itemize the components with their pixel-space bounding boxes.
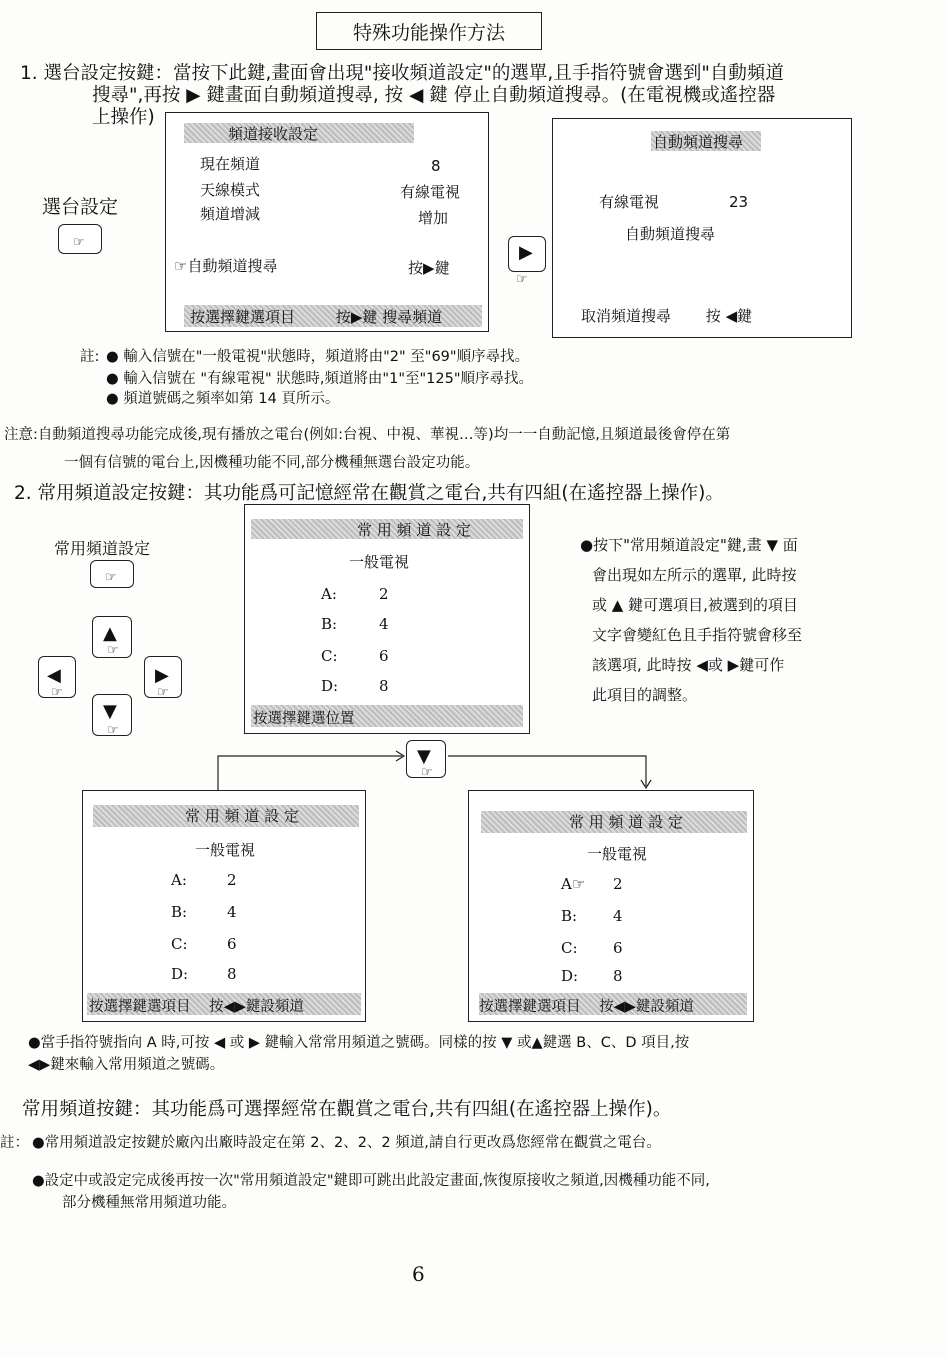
fav-left-value-d: 8	[227, 965, 237, 983]
auto-search-status: 自動頻道搜尋	[625, 225, 716, 243]
hand-icon: ☞	[105, 570, 117, 585]
antenna-mode-value: 有線電視	[400, 183, 461, 201]
fav-label-c: C:	[321, 647, 338, 665]
bottom1c: 鍵輸入常常用頻道之號碼。同樣的按	[264, 1035, 497, 1051]
screen1-title: 頻道接收設定	[228, 125, 319, 143]
channel-inc-label: 頻道增減	[200, 205, 261, 223]
fav-right-footer	[479, 995, 694, 1016]
right-arrow-icon: ▶	[186, 85, 201, 106]
current-channel-label: 現在頻道	[200, 155, 261, 173]
fav-left-value-c: 6	[227, 935, 237, 953]
hand-icon: ☞	[107, 723, 119, 738]
fav-left-value-b: 4	[227, 903, 237, 921]
fav-right-label-b: B:	[561, 907, 578, 925]
desc3a: 或	[592, 596, 608, 614]
key-text: 鍵	[434, 259, 450, 277]
fav-left-footer	[89, 995, 304, 1016]
desc1a: ●按下"常用頻道設定"鍵,畫	[580, 536, 762, 554]
fav-screen-left	[82, 790, 366, 1022]
right-arrow-icon: ▶	[519, 242, 533, 263]
flow-line-left	[218, 756, 402, 790]
fav-screen-title: 常 用 頻 道 設 定	[357, 521, 471, 539]
left-arrow-icon: ◀	[409, 85, 424, 106]
left-right-arrows-icon: ◀▶	[28, 1057, 51, 1073]
sec1-line1: 1. 選台設定按鍵：當按下此鍵,畫面會出現"接收頻道設定"的選單,且手指符號會選到"自動頻道	[20, 63, 784, 84]
left-arrow-icon: ◀	[214, 1035, 226, 1051]
bullet: ●	[106, 371, 119, 387]
caution-line1: 注意:自動頻道搜尋功能完成後,現有播放之電台(例如:台視、中視、華視…等)均一一自動記憶,且頻道最後會停在第	[4, 427, 731, 443]
footer-b: 按	[599, 999, 614, 1015]
note-prefix: 註:	[80, 349, 100, 365]
desc1b: 面	[782, 536, 798, 554]
cable-tv-label: 有線電視	[599, 193, 660, 211]
hand-icon: ☞	[516, 272, 528, 287]
fav-left-label-d: D:	[171, 965, 189, 983]
cancel-search-label: 取消頻道搜尋	[581, 307, 672, 325]
caution-line2: 一個有信號的電台上,因機種功能不同,部分機種無選台設定功能。	[64, 455, 480, 471]
sec3-note3: 部分機種無常用頻道功能。	[62, 1195, 236, 1211]
antenna-mode-label: 天線模式	[200, 181, 261, 199]
desc6: 此項目的調整。	[592, 686, 698, 704]
fav-value-d: 8	[379, 677, 389, 695]
down-arrow-icon: ▼	[766, 536, 778, 554]
fav-left-label-c: C:	[171, 935, 188, 953]
desc5a: 該選項, 此時按	[592, 656, 692, 674]
fav-right-value-a: 2	[613, 875, 623, 893]
note1-text: 輸入信號在"一般電視"狀態時，頻道將由"2" 至"69"順序尋找。	[123, 349, 530, 365]
sec2-bottom2	[28, 1054, 224, 1076]
hand-icon: ☞	[51, 685, 63, 700]
right-arrow-icon: ▶	[155, 665, 169, 686]
label-a: A	[561, 875, 572, 893]
left-arrow-icon: ◀	[696, 656, 708, 674]
fav-left-title: 常 用 頻 道 設 定	[185, 807, 299, 825]
desc5b: 或	[707, 656, 723, 674]
fav-screen-footer: 按選擇鍵選位置	[253, 711, 355, 727]
hand-icon: ☞	[73, 235, 85, 250]
fav-value-b: 4	[379, 615, 389, 633]
right-arrow-icon: ▶	[423, 259, 435, 277]
hand-icon: ☞	[421, 765, 433, 780]
sec1-line2a: 搜尋",再按	[92, 85, 181, 106]
fav-right-value-c: 6	[613, 939, 623, 957]
fav-screen-subtitle: 一般電視	[349, 553, 410, 571]
down-key-center[interactable]	[406, 740, 446, 778]
fav-value-c: 6	[379, 647, 389, 665]
fav-right-label-a	[561, 875, 585, 893]
left-arrow-icon: ◀	[725, 307, 738, 325]
fav-left-label-b: B:	[171, 903, 188, 921]
bottom1e: 鍵選 B、C、D 項目,按	[542, 1035, 690, 1051]
left-right-arrows-icon: ◀▶	[613, 999, 636, 1015]
fav-label-d: D:	[321, 677, 339, 695]
bottom1d: 或	[517, 1035, 532, 1051]
sec3-note2: ●設定中或設定完成後再按一次"常用頻道設定"鍵即可跳出此設定畫面,恢復原接收之頻道,因機種功能不同,	[32, 1173, 710, 1189]
press-text: 按	[408, 259, 424, 277]
up-arrow-icon: ▲	[611, 596, 624, 614]
hand-icon: ☞	[571, 875, 586, 893]
up-arrow-icon: ▲	[103, 623, 117, 644]
footer-b: 按	[209, 999, 224, 1015]
footer-c: 鍵 搜尋頻道	[362, 308, 443, 326]
sec3-note1: ●常用頻道設定按鍵於廠內出廠時設定在第 2、2、2、2 頻道,請自行更改爲您經常在觀賞之電台。	[32, 1135, 661, 1151]
down-arrow-icon: ▼	[501, 1035, 513, 1051]
right-arrow-icon: ▶	[248, 1035, 261, 1051]
cable-tv-channel: 23	[729, 193, 749, 211]
sec1-line3: 上操作)	[92, 107, 155, 128]
sec1-line2c: 鍵 停止自動頻道搜尋。(在電視機或遙控器	[429, 85, 776, 106]
fav-right-value-d: 8	[613, 967, 623, 985]
left-right-arrows-icon: ◀▶	[223, 999, 246, 1015]
fav-right-title: 常 用 頻 道 設 定	[569, 813, 683, 831]
desc5c: 鍵可作	[739, 656, 785, 674]
up-arrow-icon: ▲	[531, 1035, 543, 1051]
channel-inc-value: 增加	[418, 209, 449, 227]
fav-right-label-c: C:	[561, 939, 578, 957]
sec1-line2b: 鍵畫面自動頻道搜尋, 按	[206, 85, 404, 106]
bottom1b: 或	[229, 1035, 245, 1051]
desc4: 文字會變紅色且手指符號會移至	[592, 626, 803, 644]
sec3-note-prefix: 註：	[0, 1135, 29, 1151]
note2-text: 輸入信號在 "有線電視" 狀態時,頻道將由"1"至"125"順序尋找。	[123, 371, 534, 387]
hand-icon: ☞	[174, 257, 188, 275]
fav-left-label-a: A:	[171, 871, 187, 889]
hand-icon: ☞	[157, 685, 169, 700]
fav-setup-key-label: 常用頻道設定	[54, 539, 151, 558]
current-channel-value: 8	[431, 157, 441, 175]
footer-a: 按選擇鍵選項目	[190, 308, 296, 326]
flow-line-right	[448, 756, 646, 786]
right-arrow-icon: ▶	[727, 656, 740, 674]
fav-left-value-a: 2	[227, 871, 237, 889]
screen2-title: 自動頻道搜尋	[653, 133, 744, 151]
right-arrow-icon: ▶	[350, 308, 363, 326]
down-arrow-icon: ▼	[417, 746, 431, 767]
key-text: 鍵	[737, 307, 753, 325]
bottom1a: ●當手指符號指向 A 時,可按	[28, 1035, 210, 1051]
bullet: ●	[106, 349, 119, 365]
fav-label-b: B:	[321, 615, 338, 633]
auto-search-label: 自動頻道搜尋	[187, 257, 278, 275]
fav-screen-right	[468, 790, 754, 1022]
footer-c: 鍵設頻道	[635, 999, 694, 1015]
press-text: 按	[705, 307, 721, 325]
fav-right-subtitle: 一般電視	[587, 845, 648, 863]
desc3b: 鍵可選項目,被選到的項目	[628, 596, 798, 614]
down-arrow-icon: ▼	[103, 701, 117, 722]
bottom2-text: 鍵來輸入常用頻道之號碼。	[50, 1057, 225, 1073]
channel-setup-key-label: 選台設定	[42, 196, 119, 218]
sec3-heading: 常用頻道按鍵：其功能爲可選擇經常在觀賞之電台,共有四組(在遙控器上操作)。	[22, 1099, 672, 1120]
sec2-bottom1	[28, 1032, 938, 1054]
fav-right-value-b: 4	[613, 907, 623, 925]
fav-left-subtitle: 一般電視	[195, 841, 256, 859]
note3-text: 頻道號碼之頻率如第 14 頁所示。	[123, 391, 340, 407]
left-arrow-icon: ◀	[47, 665, 61, 686]
fav-label-a: A:	[321, 585, 337, 603]
page-number: 6	[412, 1262, 425, 1286]
footer-a: 按選擇鍵選項目	[89, 999, 191, 1015]
hand-icon: ☞	[107, 643, 119, 658]
footer-b: 按	[335, 308, 351, 326]
fav-right-label-d: D:	[561, 967, 579, 985]
bullet: ●	[106, 391, 119, 407]
footer-c: 鍵設頻道	[245, 999, 304, 1015]
desc2: 會出現如左所示的選單, 此時按	[592, 566, 797, 584]
page-title: 特殊功能操作方法	[316, 12, 542, 50]
sec2-heading: 2. 常用頻道設定按鍵：其功能爲可記憶經常在觀賞之電台,共有四組(在遙控器上操作)。	[14, 483, 724, 504]
footer-a: 按選擇鍵選項目	[479, 999, 581, 1015]
fav-value-a: 2	[379, 585, 389, 603]
